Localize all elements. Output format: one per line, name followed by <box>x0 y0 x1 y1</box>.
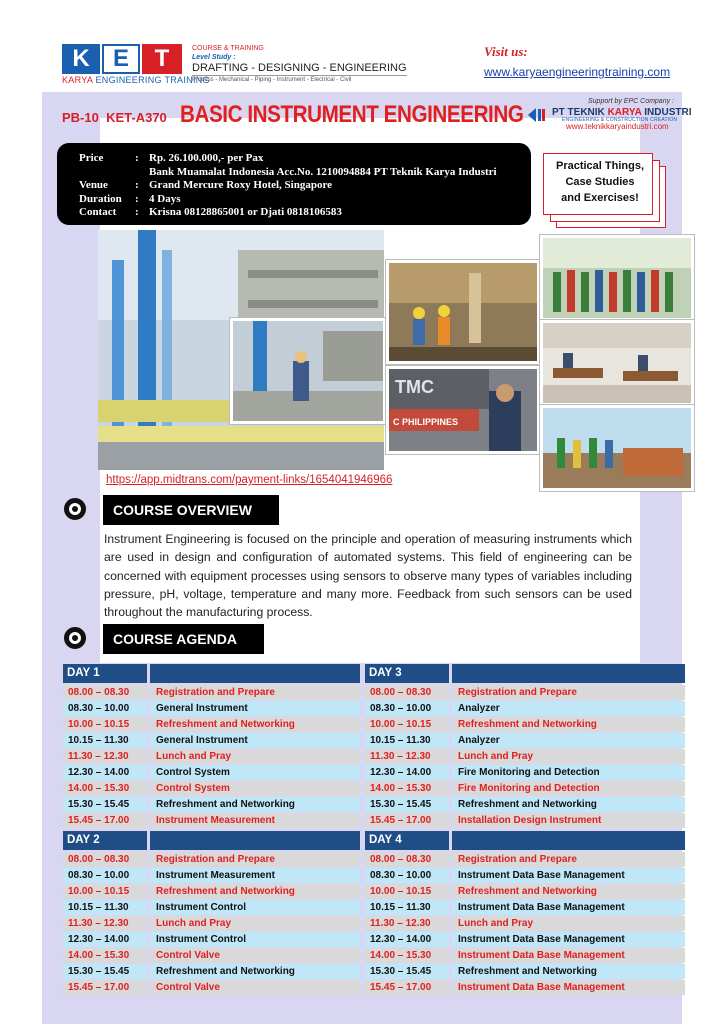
field-photo-image <box>543 408 691 488</box>
session-topic-left: General Instrument <box>150 733 360 748</box>
logo-sub-training: ENGINEERING TRAINING <box>95 75 210 85</box>
day-label-right: DAY 4 <box>365 831 449 850</box>
day-header-blank <box>150 831 360 850</box>
session-topic-right: Instrument Data Base Management <box>452 900 685 915</box>
duration-label: Duration <box>79 193 122 205</box>
session-time-left: 15.45 – 17.00 <box>63 813 147 828</box>
payment-link[interactable]: https://app.midtrans.com/payment-links/1654041946966 <box>106 474 393 486</box>
session-time-left: 10.15 – 11.30 <box>63 733 147 748</box>
price-label: Price <box>79 152 104 164</box>
session-time-left: 08.30 – 10.00 <box>63 868 147 883</box>
session-time-right: 15.45 – 17.00 <box>365 980 449 995</box>
session-time-left: 08.00 – 08.30 <box>63 685 147 700</box>
pt-company-url[interactable]: www.teknikkaryaindustri.com <box>566 122 669 131</box>
session-topic-left: Control Valve <box>150 948 360 963</box>
support-label: Support by EPC Company : <box>588 98 674 105</box>
field-photo <box>540 405 694 491</box>
classroom-photo-image <box>543 323 691 403</box>
session-topic-right: Fire Monitoring and Detection <box>452 781 685 796</box>
venue-value: Grand Mercure Roxy Hotel, Singapore <box>149 179 333 191</box>
worker-photo <box>230 318 386 424</box>
session-time-right: 15.45 – 17.00 <box>365 813 449 828</box>
session-topic-left: Control System <box>150 765 360 780</box>
session-topic-right: Installation Design Instrument <box>452 813 685 828</box>
session-topic-right: Fire Monitoring and Detection <box>452 765 685 780</box>
site-photo-image <box>389 263 537 361</box>
course-title: BASIC INSTRUMENT ENGINEERING <box>180 101 524 128</box>
session-topic-left: Registration and Prepare <box>150 852 360 867</box>
logo-letter-k: K <box>62 44 100 74</box>
session-topic-right: Instrument Data Base Management <box>452 868 685 883</box>
note-line-1: Practical Things, <box>555 160 645 172</box>
session-topic-left: General Instrument <box>150 701 360 716</box>
instructor-photo <box>386 366 540 454</box>
session-time-left: 08.30 – 10.00 <box>63 701 147 716</box>
session-time-left: 10.15 – 11.30 <box>63 900 147 915</box>
session-topic-right: Refreshment and Networking <box>452 884 685 899</box>
agenda-bullet-icon <box>64 627 86 649</box>
note-line-2: Case Studies <box>565 176 635 188</box>
session-topic-right: Analyzer <box>452 733 685 748</box>
code-pb: PB-10 <box>62 110 99 125</box>
session-time-left: 15.30 – 15.45 <box>63 964 147 979</box>
session-topic-left: Refreshment and Networking <box>150 797 360 812</box>
day-label-right: DAY 3 <box>365 664 449 683</box>
logo-letter-t: T <box>142 44 182 74</box>
session-topic-right: Instrument Data Base Management <box>452 980 685 995</box>
session-time-right: 12.30 – 14.00 <box>365 932 449 947</box>
session-topic-left: Instrument Measurement <box>150 813 360 828</box>
visit-label: Visit us: <box>484 44 528 59</box>
day-label-left: DAY 2 <box>63 831 147 850</box>
session-time-left: 15.45 – 17.00 <box>63 980 147 995</box>
company-name-c: INDUSTRI <box>641 107 692 118</box>
session-time-right: 14.00 – 15.30 <box>365 781 449 796</box>
day-header-blank <box>452 831 685 850</box>
classroom-photo <box>540 320 694 406</box>
bank-account: Bank Muamalat Indonesia Acc.No. 1210094884 PT Teknik Karya Industri <box>149 166 497 178</box>
session-time-left: 12.30 – 14.00 <box>63 765 147 780</box>
overview-bullet-icon <box>64 498 86 520</box>
session-time-right: 11.30 – 12.30 <box>365 749 449 764</box>
pt-company-tagline: ENGINEERING & CONSTRUCTION CREATION <box>562 117 678 123</box>
session-time-right: 08.00 – 08.30 <box>365 852 449 867</box>
session-time-right: 10.00 – 10.15 <box>365 884 449 899</box>
session-time-right: 08.00 – 08.30 <box>365 685 449 700</box>
logo-tagline <box>192 44 407 85</box>
session-time-right: 10.15 – 11.30 <box>365 733 449 748</box>
session-topic-right: Instrument Data Base Management <box>452 948 685 963</box>
pt-logo-icon <box>528 108 546 122</box>
session-time-right: 11.30 – 12.30 <box>365 916 449 931</box>
session-time-left: 11.30 – 12.30 <box>63 916 147 931</box>
note-line-3: and Exercises! <box>561 192 639 204</box>
website-link[interactable]: www.karyaengineeringtraining.com <box>484 65 671 79</box>
contact-colon: : <box>135 206 139 218</box>
session-time-left: 10.00 – 10.15 <box>63 884 147 899</box>
session-topic-right: Analyzer <box>452 701 685 716</box>
session-topic-right: Instrument Data Base Management <box>452 932 685 947</box>
price-colon: : <box>135 152 139 164</box>
session-topic-left: Registration and Prepare <box>150 685 360 700</box>
session-time-left: 14.00 – 15.30 <box>63 781 147 796</box>
session-topic-left: Refreshment and Networking <box>150 884 360 899</box>
duration-colon: : <box>135 193 139 205</box>
logo-course-training: COURSE & TRAINING <box>192 45 264 52</box>
session-topic-left: Control Valve <box>150 980 360 995</box>
contact-value: Krisna 08128865001 or Djati 0818106583 <box>149 206 342 218</box>
svg-text:TMC: TMC <box>395 377 434 397</box>
note-text <box>546 158 654 206</box>
worker-photo-image <box>233 321 383 421</box>
session-time-right: 08.30 – 10.00 <box>365 701 449 716</box>
session-time-right: 10.15 – 11.30 <box>365 900 449 915</box>
session-topic-right: Lunch and Pray <box>452 916 685 931</box>
session-time-right: 08.30 – 10.00 <box>365 868 449 883</box>
session-time-left: 08.00 – 08.30 <box>63 852 147 867</box>
code-ket: KET-A370 <box>106 110 167 125</box>
overview-text: Instrument Engineering is focused on the principle and operation of measuring instruments which are used in design and configuration of automated systems. This field of engineering can be concerned with equipment processes using sensors to observe many types of variables including pressure, pH, voltage, temperature and many more. Feedback from such sensors can be used throughout the manufacturing process. <box>104 532 632 620</box>
session-time-right: 15.30 – 15.45 <box>365 797 449 812</box>
session-time-left: 10.00 – 10.15 <box>63 717 147 732</box>
logo-letter-e: E <box>102 44 140 74</box>
duration-value: 4 Days <box>149 193 181 205</box>
course-code <box>62 110 167 125</box>
group-photo-image <box>543 238 691 318</box>
logo-level-study: Level Study : <box>192 54 236 61</box>
venue-label: Venue <box>79 179 108 191</box>
session-topic-left: Instrument Measurement <box>150 868 360 883</box>
day-header-blank <box>150 664 360 683</box>
info-box <box>57 143 531 225</box>
company-name-a: PT TEKNIK <box>552 107 608 118</box>
session-time-left: 14.00 – 15.30 <box>63 948 147 963</box>
session-topic-right: Refreshment and Networking <box>452 964 685 979</box>
agenda-heading: COURSE AGENDA <box>103 624 264 654</box>
session-topic-left: Instrument Control <box>150 932 360 947</box>
session-topic-right: Registration and Prepare <box>452 852 685 867</box>
session-topic-left: Refreshment and Networking <box>150 964 360 979</box>
session-topic-right: Refreshment and Networking <box>452 797 685 812</box>
logo-sub-karya: KARYA <box>62 75 93 85</box>
day-label-left: DAY 1 <box>63 664 147 683</box>
session-time-left: 12.30 – 14.00 <box>63 932 147 947</box>
session-topic-right: Lunch and Pray <box>452 749 685 764</box>
session-time-left: 15.30 – 15.45 <box>63 797 147 812</box>
session-time-right: 15.30 – 15.45 <box>365 964 449 979</box>
logo-disciplines: DRAFTING - DESIGNING - ENGINEERING <box>192 62 407 74</box>
company-name-b: KARYA <box>607 107 642 118</box>
contact-label: Contact <box>79 206 117 218</box>
overview-heading: COURSE OVERVIEW <box>103 495 279 525</box>
session-time-right: 14.00 – 15.30 <box>365 948 449 963</box>
logo-subtitle <box>62 75 210 85</box>
price-value: Rp. 26.100.000,- per Pax <box>149 152 264 164</box>
day-header-blank <box>452 664 685 683</box>
session-time-left: 11.30 – 12.30 <box>63 749 147 764</box>
site-photo <box>386 260 540 364</box>
session-time-right: 10.00 – 10.15 <box>365 717 449 732</box>
session-topic-right: Registration and Prepare <box>452 685 685 700</box>
session-topic-left: Lunch and Pray <box>150 916 360 931</box>
photo-caption: C PHILIPPINES <box>393 417 459 427</box>
session-topic-right: Refreshment and Networking <box>452 717 685 732</box>
session-topic-left: Refreshment and Networking <box>150 717 360 732</box>
session-topic-left: Instrument Control <box>150 900 360 915</box>
venue-colon: : <box>135 179 139 191</box>
ket-logo[interactable] <box>60 44 407 88</box>
session-time-right: 12.30 – 14.00 <box>365 765 449 780</box>
session-topic-left: Control System <box>150 781 360 796</box>
instructor-photo-image <box>389 369 537 451</box>
group-photo <box>540 235 694 321</box>
session-topic-left: Lunch and Pray <box>150 749 360 764</box>
logo-specialties: Process - Mechanical - Piping - Instrument - Electrical - Civil <box>192 77 352 83</box>
